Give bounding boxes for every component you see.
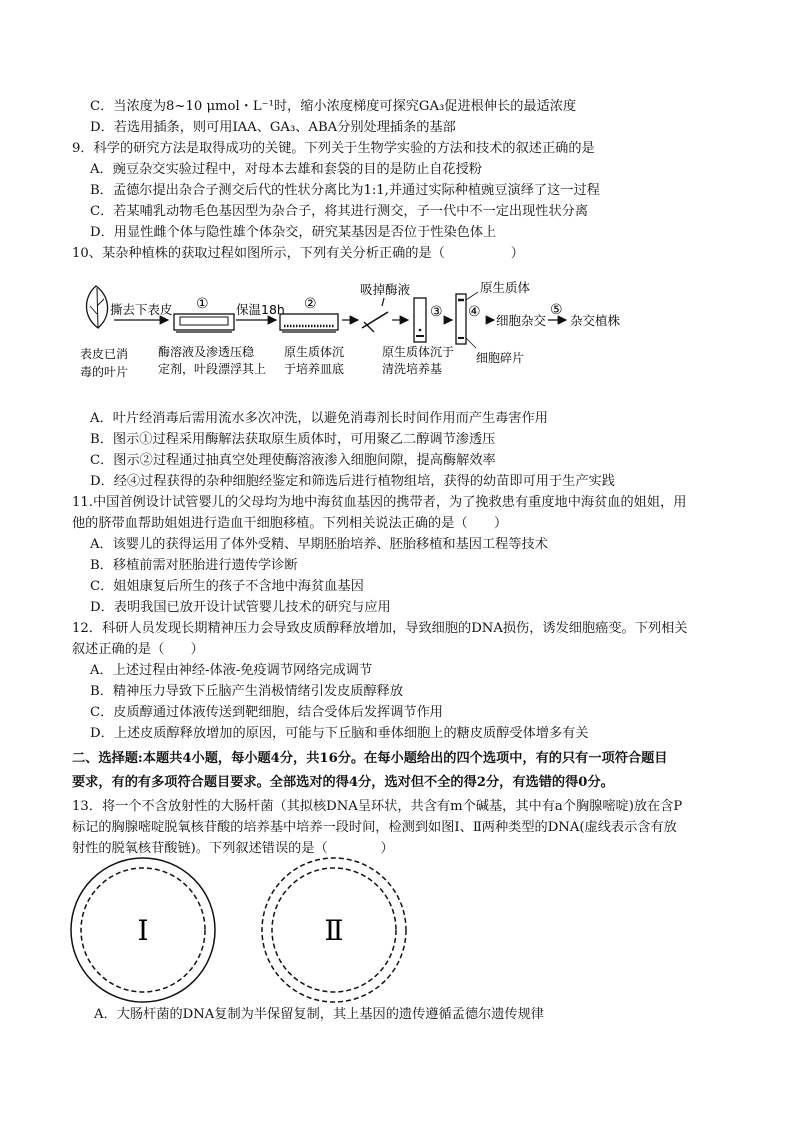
q10-option-d: D．经④过程获得的杂种细胞经鉴定和筛选后进行植物组培，获得的幼苗即可用于生产实践 — [90, 474, 615, 489]
q12-option-a: A．上述过程由神经-体液-免疫调节网络完成调节 — [90, 663, 373, 678]
q11-option-c: C．姐姐康复后所生的孩子不含地中海贫血基因 — [90, 579, 364, 594]
dna-II-label: Ⅱ — [324, 914, 344, 947]
q10-process-diagram — [0, 270, 794, 410]
leaf-icon — [87, 286, 108, 328]
section-2-heading-line2: 要求，有的有多项符合题目要求。全部选对的得4分，选对但不全的得2分，有选错的得0分。 — [72, 775, 614, 790]
fusion-label: 细胞杂交 — [496, 313, 547, 328]
q11-option-a: A．该婴儿的获得运用了体外受精、早期胚胎培养、胚胎移植和基因工程等技术 — [90, 537, 548, 552]
test-tube-1 — [414, 298, 426, 342]
q11-option-b: B．移植前需对胚胎进行遗传学诊断 — [90, 558, 298, 573]
q13-stem-line3: 射性的脱氧核苷酸链)。下列叙述错误的是（ ） — [72, 841, 394, 856]
q8-option-c: C．当浓度为8~10 μmol・L⁻¹时，缩小浓度梯度可探究GA₃促进根伸长的最适浓度 — [90, 99, 577, 114]
petri-dish-2 — [280, 314, 338, 332]
step-1-number: ① — [196, 296, 209, 312]
q9-option-c: C．若某哺乳动物毛色基因型为杂合子，将其进行测交，子一代中不一定出现性状分离 — [90, 204, 589, 219]
q13-stem-line1: 13．将一个不含放射性的大肠杆菌（其拟核DNA呈环状，共含有m个碱基，其中有a个胸腺嘧啶)放在含P — [72, 799, 683, 814]
step1-label: 保温18h — [236, 302, 285, 317]
dish2-caption-2: 于培养皿底 — [284, 362, 345, 376]
q11-stem-line2: 他的脐带血帮助姐姐进行造血干细胞移植。下列相关说法正确的是（ ） — [72, 516, 508, 531]
leaf-label-2: 毒的叶片 — [80, 365, 129, 379]
tilted-dish-icon — [362, 298, 388, 332]
dna-type-II — [262, 858, 406, 1002]
q13-dna-figure — [0, 856, 794, 1006]
tube1-caption-1: 原生质体沉于 — [382, 345, 455, 359]
step-3-number: ③ — [430, 304, 443, 320]
q12-option-c: C．皮质醇通过体液传送到靶细胞，结合受体后发挥调节作用 — [90, 705, 443, 720]
q13-stem-line2: 标记的胸腺嘧啶脱氧核苷酸的培养基中培养一段时间，检测到如图Ⅰ、Ⅱ两种类型的DNA(虚线表示含有放 — [72, 820, 677, 835]
step-5-number: ⑤ — [550, 302, 563, 318]
dna-I-label: Ⅰ — [137, 914, 149, 947]
dish2-caption-1: 原生质体沉 — [284, 345, 345, 359]
q12-option-d: D．上述皮质醇释放增加的原因，可能与下丘脑和垂体细胞上的糖皮质醇受体增多有关 — [90, 726, 589, 741]
q10-stem: 10、某杂种植株的获取过程如图所示，下列有关分析正确的是（ ） — [72, 246, 524, 261]
petri-dish-1 — [174, 314, 234, 332]
q8-option-d: D．若选用插条，则可用IAA、GA₃、ABA分别处理插条的基部 — [90, 120, 456, 135]
q10-option-b: B．图示①过程采用酶解法获取原生质体时，可用聚乙二醇调节渗透压 — [90, 432, 496, 447]
product-label: 杂交植株 — [570, 313, 621, 328]
q11-stem-line1: 11.中国首例设计试管婴儿的父母均为地中海贫血基因的携带者，为了挽救患有重度地中海贫血的姐姐，用 — [72, 495, 687, 510]
leaf-label-1: 表皮已消 — [80, 347, 129, 361]
q13-option-a: A．大肠杆菌的DNA复制为半保留复制，其上基因的遗传遵循孟德尔遗传规律 — [94, 1007, 544, 1022]
q12-option-b: B．精神压力导致下丘脑产生消极情绪引发皮质醇释放 — [90, 684, 404, 699]
q11-option-d: D．表明我国已放开设计试管婴儿技术的研究与应用 — [90, 600, 391, 615]
debris-label: 细胞碎片 — [476, 351, 525, 365]
tube1-caption-2: 清洗培养基 — [382, 362, 443, 376]
step-4-number: ④ — [468, 304, 481, 320]
absorb-label: 吸掉酶液 — [360, 282, 411, 297]
q9-option-b: B．孟德尔提出杂合子测交后代的性状分离比为1:1,并通过实际种植豌豆演绎了这一过程 — [90, 183, 600, 198]
dish1-caption-2: 定剂，叶段漂浮其上 — [158, 362, 267, 376]
q9-stem: 9．科学的研究方法是取得成功的关键。下列关于生物学实验的方法和技术的叙述正确的是 — [72, 141, 595, 156]
dish1-caption-1: 酶溶液及渗透压稳 — [158, 345, 255, 359]
q12-stem-line2: 叙述正确的是（ ） — [72, 642, 204, 657]
section-2-heading-line1: 二、选择题:本题共4小题，每小题4分，共16分。在每小题给出的四个选项中，有的只有一项符合题目 — [72, 751, 668, 766]
test-tube-2 — [456, 292, 478, 348]
q12-stem-line1: 12．科研人员发现长期精神压力会导致皮质醇释放增加，导致细胞的DNA损伤，诱发细胞癌变。下列相关 — [72, 621, 688, 636]
q10-option-a: A．叶片经消毒后需用流水多次冲洗，以避免消毒剂长时间作用而产生毒害作用 — [90, 411, 548, 426]
q10-option-c: C．图示②过程通过抽真空处理使酶溶液渗入细胞间隙，提高酶解效率 — [90, 453, 496, 468]
dna-type-I — [71, 858, 215, 1002]
step0-label: 撕去下表皮 — [110, 302, 173, 317]
q9-option-a: A．豌豆杂交实验过程中，对母本去雄和套袋的目的是防止自花授粉 — [90, 162, 482, 177]
q9-option-d: D．用显性雌个体与隐性雄个体杂交，研究某基因是否位于性染色体上 — [90, 225, 497, 240]
protoplast-label: 原生质体 — [480, 280, 531, 295]
step-2-number: ② — [304, 296, 317, 312]
